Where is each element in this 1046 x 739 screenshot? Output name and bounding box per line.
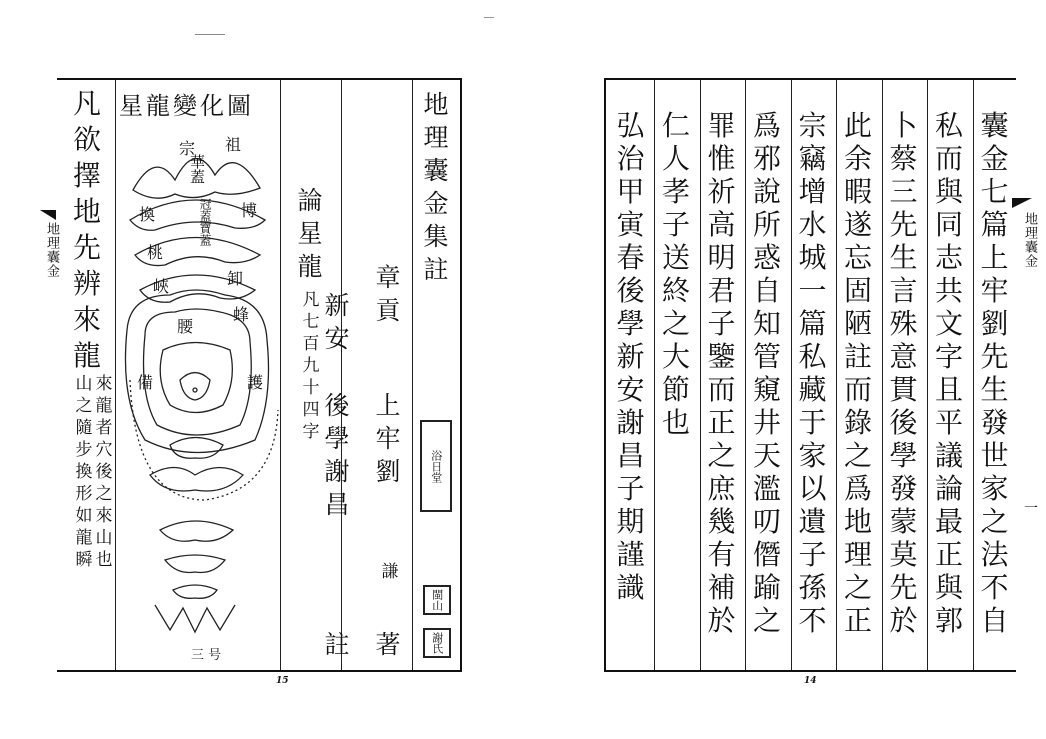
text-char: 先 xyxy=(980,340,1009,373)
text-char: 志 xyxy=(934,241,963,274)
text-char: 叨 xyxy=(752,505,781,538)
text-char: 論 xyxy=(934,472,963,505)
text-char: 弘 xyxy=(616,109,645,142)
text-char: 子 xyxy=(661,208,690,241)
text-char: 學 xyxy=(616,307,645,340)
label-bo: 博 xyxy=(241,201,258,220)
label-yao: 腰 xyxy=(177,317,194,336)
column-rule xyxy=(654,80,655,670)
text-char: 最 xyxy=(934,505,963,538)
text-column-6 xyxy=(749,109,785,640)
text-char: 自 xyxy=(980,604,1009,637)
text-char: 生 xyxy=(889,241,918,274)
text-column-9 xyxy=(613,109,649,607)
text-char: 寅 xyxy=(616,208,645,241)
column-rule xyxy=(412,80,413,670)
text-char: 謝 xyxy=(616,406,645,439)
author-col-zhu: 註 xyxy=(324,630,350,659)
text-char: 而 xyxy=(843,373,872,406)
text-char: 自 xyxy=(752,274,781,307)
text-char: 治 xyxy=(616,142,645,175)
text-char: 增 xyxy=(798,175,827,208)
text-column-7 xyxy=(704,109,740,640)
column-rule xyxy=(927,80,928,670)
text-char: 安 xyxy=(616,373,645,406)
scan-mark xyxy=(484,17,494,18)
text-char: 法 xyxy=(980,538,1009,571)
text-char: 學 xyxy=(889,439,918,472)
text-char: 竊 xyxy=(798,142,827,175)
column-rule xyxy=(700,80,701,670)
text-char: 以 xyxy=(798,472,827,505)
label-jie: 卸 xyxy=(227,269,244,288)
text-char: 說 xyxy=(752,175,781,208)
text-char: 字 xyxy=(934,340,963,373)
text-char: 後 xyxy=(616,274,645,307)
text-char: 篇 xyxy=(980,208,1009,241)
text-char: 地 xyxy=(843,505,872,538)
text-char: 蔡 xyxy=(889,142,918,175)
figure-title: 星龍變化圖 xyxy=(119,92,254,120)
label-bei: 備 xyxy=(137,373,154,392)
right-page-number: 14 xyxy=(804,676,817,686)
text-column-4 xyxy=(840,109,876,640)
text-char: 于 xyxy=(798,406,827,439)
text-char: 三 xyxy=(889,175,918,208)
text-char: 忘 xyxy=(843,241,872,274)
text-char: 謹 xyxy=(616,538,645,571)
text-char: 幾 xyxy=(707,505,736,538)
text-char: 上 xyxy=(980,241,1009,274)
text-char: 僭 xyxy=(752,538,781,571)
note-annotation-left: 山 之 隨 步 換 形 如 龍 瞬 xyxy=(75,374,93,570)
text-char: 期 xyxy=(616,505,645,538)
text-char: 新 xyxy=(616,340,645,373)
text-char: 踰 xyxy=(752,571,781,604)
label-tiao: 桃 xyxy=(147,243,164,262)
text-char: 送 xyxy=(661,241,690,274)
text-char: 惟 xyxy=(707,142,736,175)
text-char: 暇 xyxy=(843,175,872,208)
text-char: 遺 xyxy=(798,505,827,538)
author-col-new: 新 安 xyxy=(324,291,350,353)
text-char: 發 xyxy=(980,406,1009,439)
text-char: 不 xyxy=(980,571,1009,604)
text-char: 節 xyxy=(661,373,690,406)
right-page-frame xyxy=(604,78,1016,672)
column-rule xyxy=(882,80,883,670)
text-char: 余 xyxy=(843,142,872,175)
text-char: 理 xyxy=(843,538,872,571)
left-page-frame xyxy=(57,78,462,672)
text-char: 仁 xyxy=(661,109,690,142)
text-char: 陋 xyxy=(843,307,872,340)
text-char: 先 xyxy=(889,571,918,604)
text-char: 大 xyxy=(661,340,690,373)
text-column-3 xyxy=(886,109,922,640)
column-rule xyxy=(745,80,746,670)
text-char: 濫 xyxy=(752,472,781,505)
text-char: 終 xyxy=(661,274,690,307)
text-char: 鑒 xyxy=(707,340,736,373)
text-char: 子 xyxy=(616,472,645,505)
label-huagai: 華蓋 xyxy=(188,154,206,184)
left-page-number: 15 xyxy=(276,676,289,686)
text-char: 議 xyxy=(934,439,963,472)
text-column-2 xyxy=(931,109,967,640)
text-char: 之 xyxy=(752,604,781,637)
text-char: 甲 xyxy=(616,175,645,208)
text-char: 正 xyxy=(707,406,736,439)
text-char: 孫 xyxy=(798,571,827,604)
text-char: 之 xyxy=(980,505,1009,538)
note-annotation-right: 來 龍 者 穴 後 之 來 山 也 xyxy=(95,374,113,570)
text-char: 一 xyxy=(798,274,827,307)
text-char: 爲 xyxy=(843,472,872,505)
text-char: 註 xyxy=(843,340,872,373)
text-char: 有 xyxy=(707,538,736,571)
text-char: 之 xyxy=(661,307,690,340)
text-char: 固 xyxy=(843,274,872,307)
text-char: 正 xyxy=(843,604,872,637)
text-char: 正 xyxy=(934,538,963,571)
text-char: 於 xyxy=(889,604,918,637)
label-xie: 峽 xyxy=(153,277,170,296)
column-rule xyxy=(973,80,974,670)
text-char: 郭 xyxy=(934,604,963,637)
text-char: 宗 xyxy=(798,109,827,142)
text-char: 此 xyxy=(843,109,872,142)
text-char: 庶 xyxy=(707,472,736,505)
text-char: 罪 xyxy=(707,109,736,142)
edge-notch xyxy=(40,210,56,220)
text-char: 平 xyxy=(934,406,963,439)
text-char: 發 xyxy=(889,472,918,505)
text-char: 劉 xyxy=(980,307,1009,340)
author-col-liu: 上 牢 劉 xyxy=(375,391,401,486)
text-char: 七 xyxy=(980,175,1009,208)
text-char: 遂 xyxy=(843,208,872,241)
text-char: 明 xyxy=(707,241,736,274)
text-char: 蒙 xyxy=(889,505,918,538)
note-char: 凡 xyxy=(72,87,101,120)
text-char: 家 xyxy=(980,472,1009,505)
text-char: 家 xyxy=(798,439,827,472)
text-char: 補 xyxy=(707,571,736,604)
column-rule xyxy=(341,80,342,670)
text-char: 私 xyxy=(934,109,963,142)
text-char: 管 xyxy=(752,340,781,373)
text-column-5 xyxy=(795,109,831,640)
text-char: 生 xyxy=(980,373,1009,406)
chapter-count: 凡 七 百 九 十 四 字 xyxy=(302,290,320,442)
text-char: 知 xyxy=(752,307,781,340)
text-char: 文 xyxy=(934,307,963,340)
text-char: 所 xyxy=(752,208,781,241)
text-char: 也 xyxy=(661,406,690,439)
text-char: 先 xyxy=(889,208,918,241)
text-char: 窺 xyxy=(752,373,781,406)
text-char: 之 xyxy=(707,439,736,472)
text-char: 金 xyxy=(980,142,1009,175)
text-char: 邪 xyxy=(752,142,781,175)
text-column-1 xyxy=(977,109,1013,640)
chapter-column: 論 星 龍 xyxy=(297,186,323,281)
text-char: 子 xyxy=(798,538,827,571)
text-char: 且 xyxy=(934,373,963,406)
text-char: 昌 xyxy=(616,439,645,472)
text-char: 卜 xyxy=(889,109,918,142)
dragon-diagram xyxy=(115,80,280,674)
text-char: 春 xyxy=(616,241,645,274)
text-char: 祈 xyxy=(707,175,736,208)
text-char: 囊 xyxy=(980,109,1009,142)
label-guangai: 冠蓋寶蓋 xyxy=(198,198,212,246)
label-zu: 祖 xyxy=(225,135,242,154)
text-char: 於 xyxy=(707,604,736,637)
text-char: 而 xyxy=(707,373,736,406)
text-char: 同 xyxy=(934,208,963,241)
text-char: 高 xyxy=(707,208,736,241)
label-huan: 換 xyxy=(139,205,156,224)
text-char: 言 xyxy=(889,274,918,307)
text-char: 貫 xyxy=(889,373,918,406)
text-char: 識 xyxy=(616,571,645,604)
text-char: 殊 xyxy=(889,307,918,340)
text-char: 而 xyxy=(934,142,963,175)
author-col-xie: 後 學 謝 昌 xyxy=(324,391,350,519)
column-rule xyxy=(791,80,792,670)
text-char: 君 xyxy=(707,274,736,307)
text-char: 井 xyxy=(752,406,781,439)
scan-mark xyxy=(195,34,225,35)
label-zong: 宗 xyxy=(179,139,196,158)
seal-bottom: 謝氏 xyxy=(423,628,451,658)
seal-top: 浴日堂 xyxy=(420,420,452,512)
text-char: 篇 xyxy=(798,307,827,340)
text-char: 私 xyxy=(798,340,827,373)
text-char: 共 xyxy=(934,274,963,307)
text-column-8 xyxy=(658,109,694,442)
label-feng: 蜂 xyxy=(233,305,250,324)
text-char: 錄 xyxy=(843,406,872,439)
text-char: 與 xyxy=(934,571,963,604)
text-char: 世 xyxy=(980,439,1009,472)
book-title-column: 地 理 囊 金 集 註 xyxy=(423,90,449,284)
note-main-column: 凡 欲 擇 地 先 辨 來 龍 xyxy=(69,90,105,378)
author-col-qian: 謙 xyxy=(381,562,399,582)
text-char: 之 xyxy=(843,439,872,472)
label-hu: 護 xyxy=(247,373,264,392)
text-char: 與 xyxy=(934,175,963,208)
text-char: 牢 xyxy=(980,274,1009,307)
text-char: 人 xyxy=(661,142,690,175)
left-edge-tab: 地理囊金 xyxy=(44,222,59,278)
text-char: 藏 xyxy=(798,373,827,406)
author-col-zhuo: 著 xyxy=(375,630,401,659)
author-col-zhang: 章 貢 xyxy=(375,263,401,325)
label-bottom: 三 号 xyxy=(191,648,222,663)
edge-mark: 一 xyxy=(1024,501,1038,517)
right-edge-tab: 地理囊金 xyxy=(1022,212,1037,268)
text-char: 子 xyxy=(707,307,736,340)
text-char: 城 xyxy=(798,241,827,274)
text-char: 惑 xyxy=(752,241,781,274)
column-rule xyxy=(280,80,281,670)
text-char: 天 xyxy=(752,439,781,472)
text-char: 水 xyxy=(798,208,827,241)
text-char: 莫 xyxy=(889,538,918,571)
edge-notch xyxy=(1012,198,1032,208)
text-char: 之 xyxy=(843,571,872,604)
text-char: 不 xyxy=(798,604,827,637)
text-char: 意 xyxy=(889,340,918,373)
column-rule xyxy=(836,80,837,670)
text-char: 後 xyxy=(889,406,918,439)
text-char: 爲 xyxy=(752,109,781,142)
text-char: 孝 xyxy=(661,175,690,208)
seal-mid: 閩山 xyxy=(423,585,451,615)
